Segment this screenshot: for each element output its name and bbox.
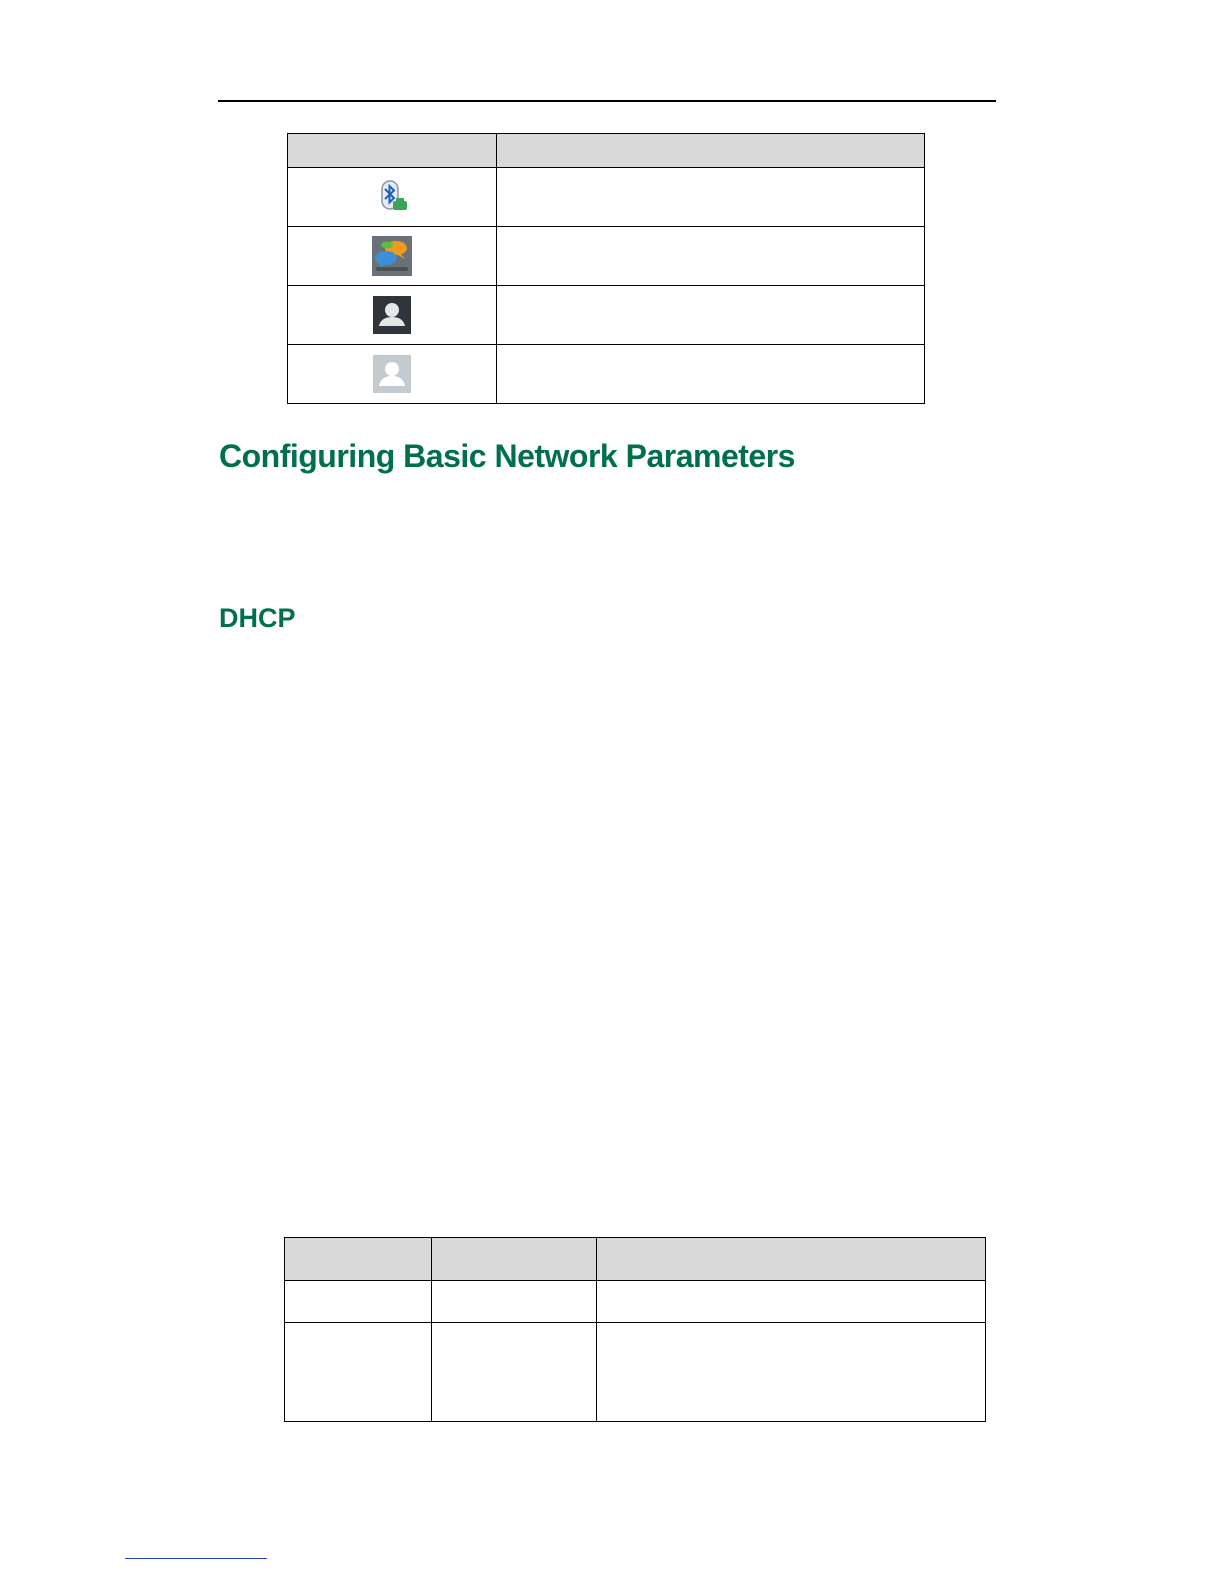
parameter-table-header-row (285, 1238, 986, 1281)
icon-table-icon-cell (288, 168, 497, 227)
parameter-table-cell (432, 1323, 597, 1422)
icon-table-description-cell (497, 286, 925, 345)
icon-table-header-row (288, 134, 925, 168)
parameter-table-cell (285, 1323, 432, 1422)
parameter-table-header-cell (597, 1238, 986, 1281)
icon-table-header-icon (288, 134, 497, 168)
icon-table-icon-cell (288, 345, 497, 404)
bluetooth-connected-icon (372, 177, 412, 217)
contact-avatar-dark-icon (372, 295, 412, 335)
parameter-table-cell (432, 1281, 597, 1323)
parameter-table-cell (285, 1281, 432, 1323)
parameter-table-header-cell (285, 1238, 432, 1281)
icon-table-header-description (497, 134, 925, 168)
contact-avatar-light-icon (372, 354, 412, 394)
footer-link-underline[interactable] (125, 1558, 267, 1559)
parameter-table (284, 1237, 986, 1422)
parameter-table-cell (597, 1281, 986, 1323)
chat-bubbles-icon (372, 236, 412, 276)
icon-table-icon-cell (288, 286, 497, 345)
icon-table-row (288, 345, 925, 404)
icon-table (287, 133, 925, 404)
section-title: Configuring Basic Network Parameters (219, 438, 795, 474)
icon-table-row (288, 286, 925, 345)
icon-table-description-cell (497, 168, 925, 227)
header-rule (218, 100, 996, 102)
parameter-table-header-cell (432, 1238, 597, 1281)
icon-table-row (288, 227, 925, 286)
subsection-title: DHCP (219, 603, 296, 633)
icon-table-description-cell (497, 227, 925, 286)
parameter-table-row (285, 1323, 986, 1422)
icon-table-description-cell (497, 345, 925, 404)
icon-table-icon-cell (288, 227, 497, 286)
parameter-table-cell (597, 1323, 986, 1422)
parameter-table-row (285, 1281, 986, 1323)
icon-table-row (288, 168, 925, 227)
